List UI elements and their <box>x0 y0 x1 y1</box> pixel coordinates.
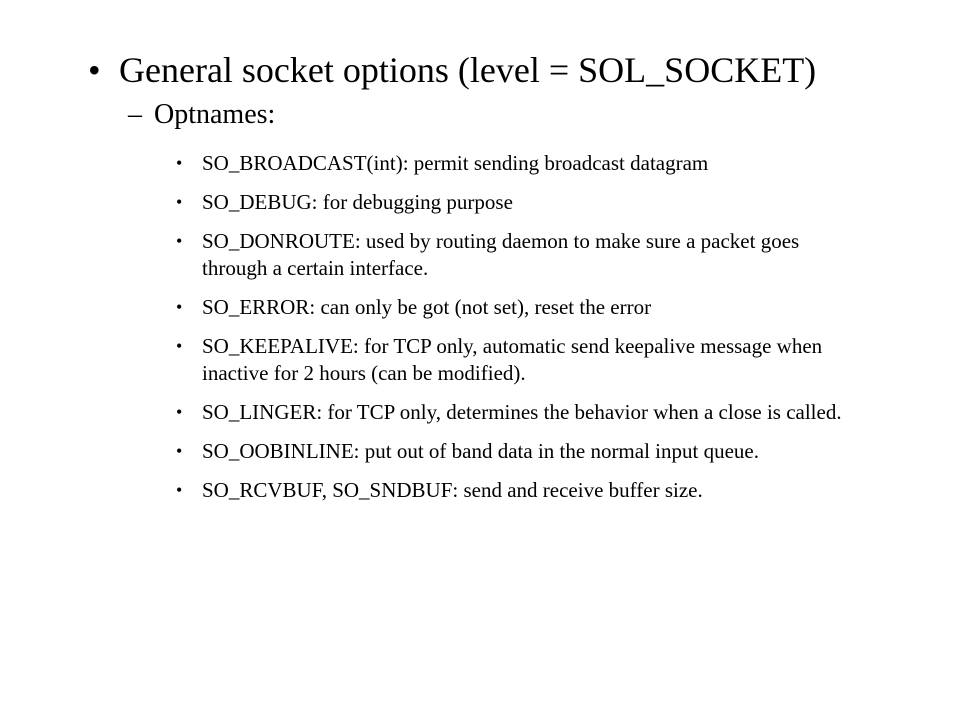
dash-icon: – <box>128 99 142 130</box>
option-list <box>176 150 866 516</box>
option-item <box>176 438 866 465</box>
bullet-icon: • <box>176 231 183 251</box>
bullet-icon: • <box>176 297 183 317</box>
bullet-icon: • <box>176 441 183 461</box>
option-text: SO_DONROUTE: used by routing daemon to make sure a packet goes through a certain interface. <box>202 229 800 280</box>
option-item <box>176 228 866 282</box>
option-item <box>176 333 866 387</box>
option-item <box>176 477 866 504</box>
bullet-icon: • <box>176 480 183 500</box>
option-text: SO_OOBINLINE: put out of band data in the normal input queue. <box>202 439 759 463</box>
bullet-icon: • <box>176 402 183 422</box>
option-item <box>176 399 866 426</box>
slide-heading: General socket options (level = SOL_SOCKET) <box>119 50 817 90</box>
bullet-icon: • <box>176 192 183 212</box>
bullet-icon: • <box>176 336 183 356</box>
option-text: SO_RCVBUF, SO_SNDBUF: send and receive buffer size. <box>202 478 703 502</box>
slide-subheading: Optnames: <box>154 99 276 130</box>
option-text: SO_DEBUG: for debugging purpose <box>202 190 513 214</box>
bullet-icon: • <box>176 153 183 173</box>
option-item <box>176 150 866 177</box>
bullet-icon: • <box>88 50 101 90</box>
option-text: SO_LINGER: for TCP only, determines the behavior when a close is called. <box>202 400 842 424</box>
option-text: SO_BROADCAST(int): permit sending broadcast datagram <box>202 151 709 175</box>
option-text: SO_KEEPALIVE: for TCP only, automatic send keepalive message when inactive for 2 hours (can be modified). <box>202 334 823 385</box>
option-item <box>176 294 866 321</box>
option-item <box>176 189 866 216</box>
option-text: SO_ERROR: can only be got (not set), reset the error <box>202 295 652 319</box>
